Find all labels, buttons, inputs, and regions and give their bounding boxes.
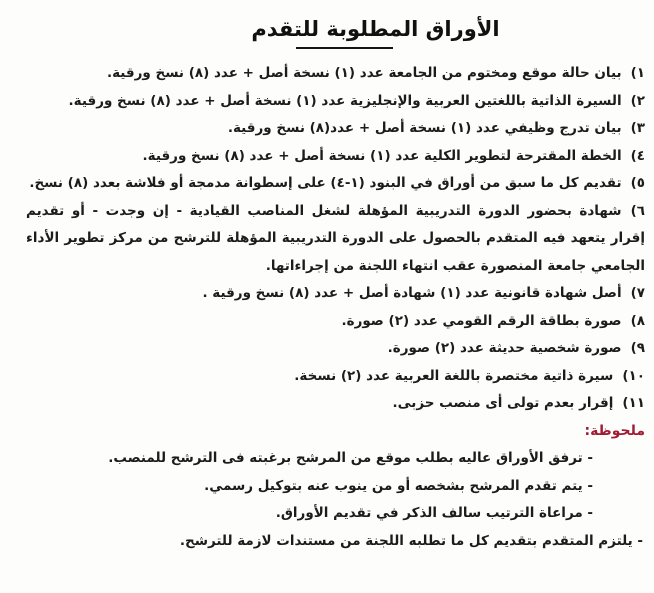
item-number: ٩) <box>630 340 645 356</box>
list-item <box>26 390 645 418</box>
list-item <box>26 363 645 391</box>
item-number: ١١) <box>622 395 645 411</box>
item-text: الخطة المقترحة لتطوير الكلية عدد (١) نسخة أصل + عدد (٨) نسخ ورقية. <box>142 147 622 164</box>
list-item <box>26 115 645 143</box>
title-underline <box>296 47 393 49</box>
item-text: السيرة الذاتية باللغتين العربية والإنجليزية عدد (١) نسخة أصل + عدد (٨) نسخ ورقية. <box>68 92 622 109</box>
list-item <box>26 143 645 171</box>
item-text: أصل شهادة قانونية عدد (١) شهادة أصل + عدد (٨) نسخ ورقية . <box>202 285 622 301</box>
note-line: - يتم تقدم المرشح بشخصه أو من ينوب عنه بتوكيل رسمي. <box>204 477 593 494</box>
note-line: - ترفق الأوراق عاليه بطلب موقع من المرشح برغبته فى الترشح للمنصب. <box>108 450 593 466</box>
item-text: سيرة ذاتية مختصرة باللغة العربية عدد (٢) نسخة. <box>294 367 614 384</box>
note-label: ملحوظة: <box>584 422 645 439</box>
item-number: ٥) <box>630 175 645 191</box>
item-number: ١) <box>630 65 645 81</box>
item-number: ٧) <box>630 285 645 301</box>
item-text: صورة شخصية حديثة عدد (٢) صورة. <box>387 340 622 356</box>
list-item <box>26 198 645 281</box>
item-number: ١٠) <box>622 367 645 384</box>
list-item <box>26 170 645 198</box>
item-number: ٦) <box>630 202 645 219</box>
page-title: الأوراق المطلوبة للتقدم <box>251 17 500 41</box>
note-line: - يلتزم المتقدم بتقديم كل ما تطلبه اللجنة من مستندات لازمة للترشح. <box>179 532 643 549</box>
item-number: ٢) <box>630 92 645 109</box>
item-text: إقرار بعدم تولى أى منصب حزبى. <box>392 395 614 411</box>
list-item <box>26 60 645 88</box>
list-item <box>26 88 645 116</box>
list-item <box>26 280 645 308</box>
note-line: - مراعاة الترتيب سالف الذكر في تقديم الأوراق. <box>275 505 593 521</box>
list-item <box>26 335 645 363</box>
item-text: بيان حالة موقع ومختوم من الجامعة عدد (١) نسخة أصل + عدد (٨) نسخ ورقية. <box>106 65 622 81</box>
item-text: بيان تدرج وظيفي عدد (١) نسخة أصل + عدد(٨) نسخ ورقية. <box>227 120 622 136</box>
list-item <box>26 308 645 336</box>
item-number: ٨) <box>630 312 645 329</box>
requirements-list <box>26 60 645 418</box>
item-text: شهادة بحضور الدورة التدريبية المؤهلة لشغل المناصب القيادية - إن وجدت - أو تقديم إقرار يتعهد فيه المتقدم بالحصول على الدورة التدريبية المؤهلة للترشح من مركز تطوير الأداء الجامعي جامعة المنصورة عقب انتهاء اللجنة من إجراءاتها. <box>26 202 645 274</box>
item-text: تقديم كل ما سبق من أوراق في البنود (١-٤) على إسطوانة مدمجة أو فلاشة بعدد (٨) نسخ. <box>29 175 622 191</box>
item-number: ٣) <box>630 120 645 136</box>
item-text: صورة بطاقة الرقم القومي عدد (٢) صورة. <box>341 312 622 329</box>
title-row <box>26 14 645 49</box>
item-number: ٤) <box>630 147 645 164</box>
notes-list <box>26 445 645 555</box>
